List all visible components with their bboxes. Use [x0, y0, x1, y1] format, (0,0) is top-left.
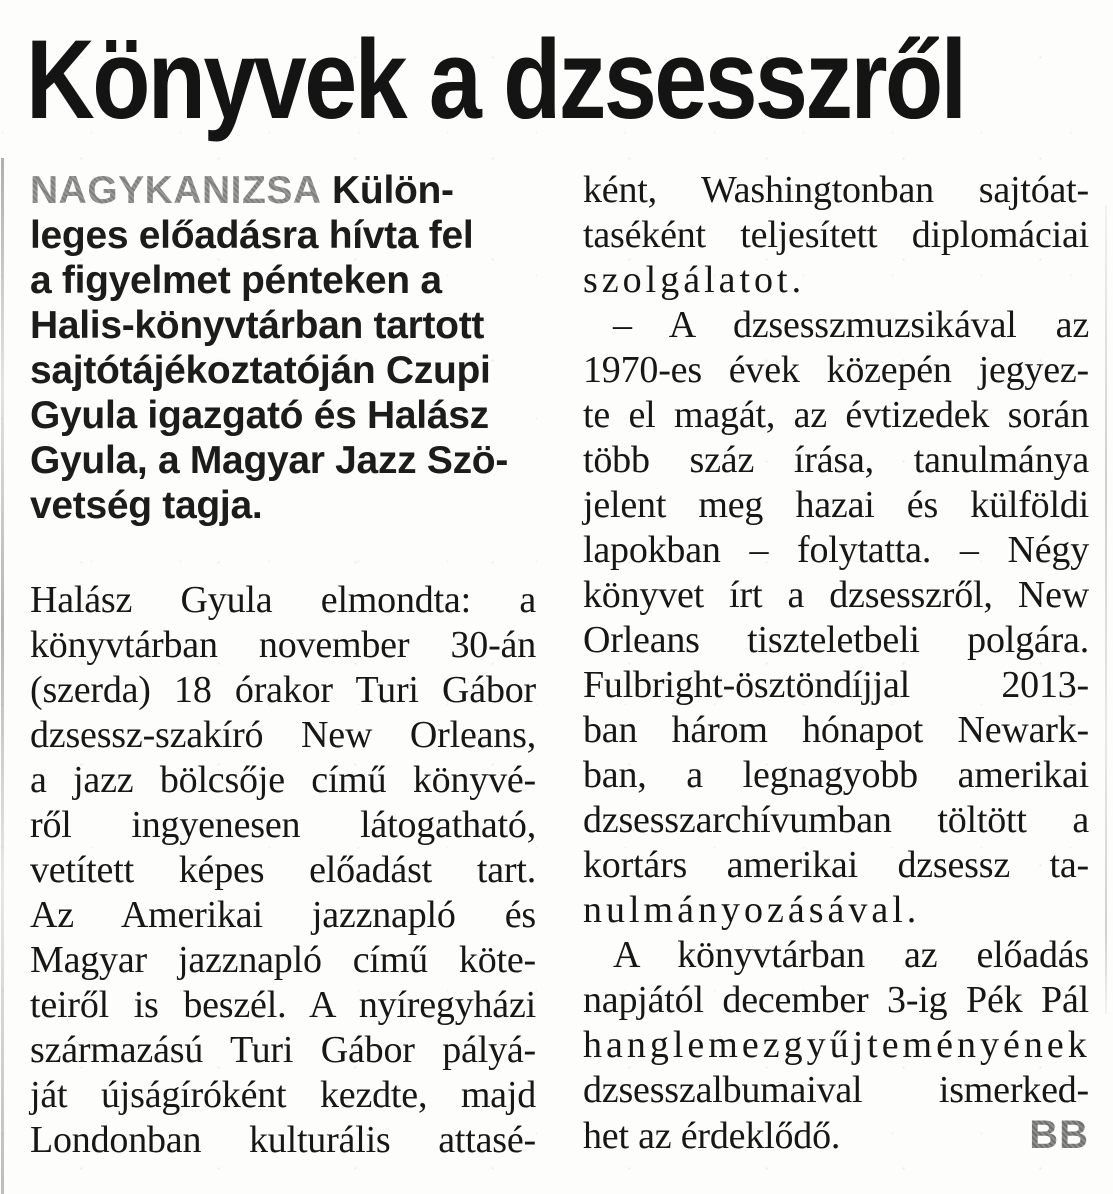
text-line: Fulbright-ösztöndíjjal 2013- — [583, 664, 1089, 706]
text-line: dzsesszarchívumban töltött a — [583, 799, 1089, 841]
text-line: több száz írása, tanulmánya — [583, 439, 1089, 481]
text-line: ját újságíróként kezdte, majd — [30, 1074, 536, 1116]
text-line: napjától december 3-ig Pék Pál — [583, 979, 1089, 1021]
lead-line: Gyula, a Magyar Jazz Szö- — [30, 439, 509, 482]
lead-line: vetség tagja. — [30, 484, 263, 527]
author-initials: BB — [1029, 1113, 1089, 1157]
lead-line: Gyula igazgató és Halász — [30, 394, 489, 437]
text-line: jelent meg hazai és külföldi — [583, 484, 1089, 526]
text-line: nulmányozásával. — [583, 889, 921, 931]
text-line: te el magát, az évtizedek során — [583, 394, 1089, 436]
text-line: Magyar jazznapló című köte- — [30, 939, 536, 981]
lead-line: Halis-könyvtárban tartott — [30, 304, 485, 347]
article-title: Könyvek a dzsesszről — [26, 17, 965, 142]
text-line-content: het az érdeklődő. — [583, 1115, 841, 1157]
lead-paragraph — [30, 168, 536, 528]
text-line: – A dzsesszmuzsikával az — [613, 304, 1089, 346]
text-line: szolgálatot. — [583, 259, 806, 301]
lead-line: a figyelmet pénteken a — [30, 259, 442, 302]
text-line: ban, a legnagyobb amerikai — [583, 754, 1089, 796]
text-line: teiről is beszél. A nyíregyházi — [30, 984, 536, 1026]
text-line: taséként teljesített diplomáciai — [583, 214, 1089, 256]
text-line: Halász Gyula elmondta: a — [30, 579, 536, 621]
text-line: a jazz bölcsője című könyvé- — [30, 759, 536, 801]
body-column-left — [30, 578, 536, 1163]
text-line: ként, Washingtonban sajtóat- — [583, 169, 1089, 211]
text-line: lapokban – folytatta. – Négy — [583, 529, 1089, 571]
lead-line: sajtótájékoztatóján Czupi — [30, 349, 491, 392]
right-column-rule — [1105, 205, 1107, 1015]
text-line: könyvtárban november 30-án — [30, 624, 536, 666]
text-line: kortárs amerikai dzsessz ta- — [583, 844, 1089, 886]
text-line: származású Turi Gábor pályá- — [30, 1029, 536, 1071]
body-column-right — [583, 168, 1089, 1159]
text-line: (szerda) 18 órakor Turi Gábor — [30, 669, 536, 711]
text-line — [583, 1113, 1089, 1159]
text-line: 1970-es évek közepén jegyez- — [583, 349, 1089, 391]
text-line: ban három hónapot Newark- — [583, 709, 1089, 751]
lead-line: leges előadásra hívta fel — [30, 214, 474, 257]
text-line: Az Amerikai jazznapló és — [30, 894, 536, 936]
text-line: A könyvtárban az előadás — [613, 934, 1089, 976]
text-line: Orleans tiszteletbeli polgára. — [583, 619, 1089, 661]
text-line: vetített képes előadást tart. — [30, 849, 536, 891]
text-line: hanglemezgyűjteményének — [583, 1024, 1091, 1066]
text-line: könyvet írt a dzsesszről, New — [583, 574, 1089, 616]
location-tag: NAGYKANIZSA — [30, 169, 322, 212]
text-line: dzsessz-szakíró New Orleans, — [30, 714, 536, 756]
lead-line: NAGYKANIZSA Külön- — [30, 169, 454, 212]
left-column-rule — [1, 158, 4, 1194]
text-line: Londonban kulturális attasé- — [30, 1119, 536, 1161]
text-line: dzsesszalbumaival ismerked- — [583, 1069, 1089, 1111]
text-line: ről ingyenesen látogatható, — [30, 804, 536, 846]
